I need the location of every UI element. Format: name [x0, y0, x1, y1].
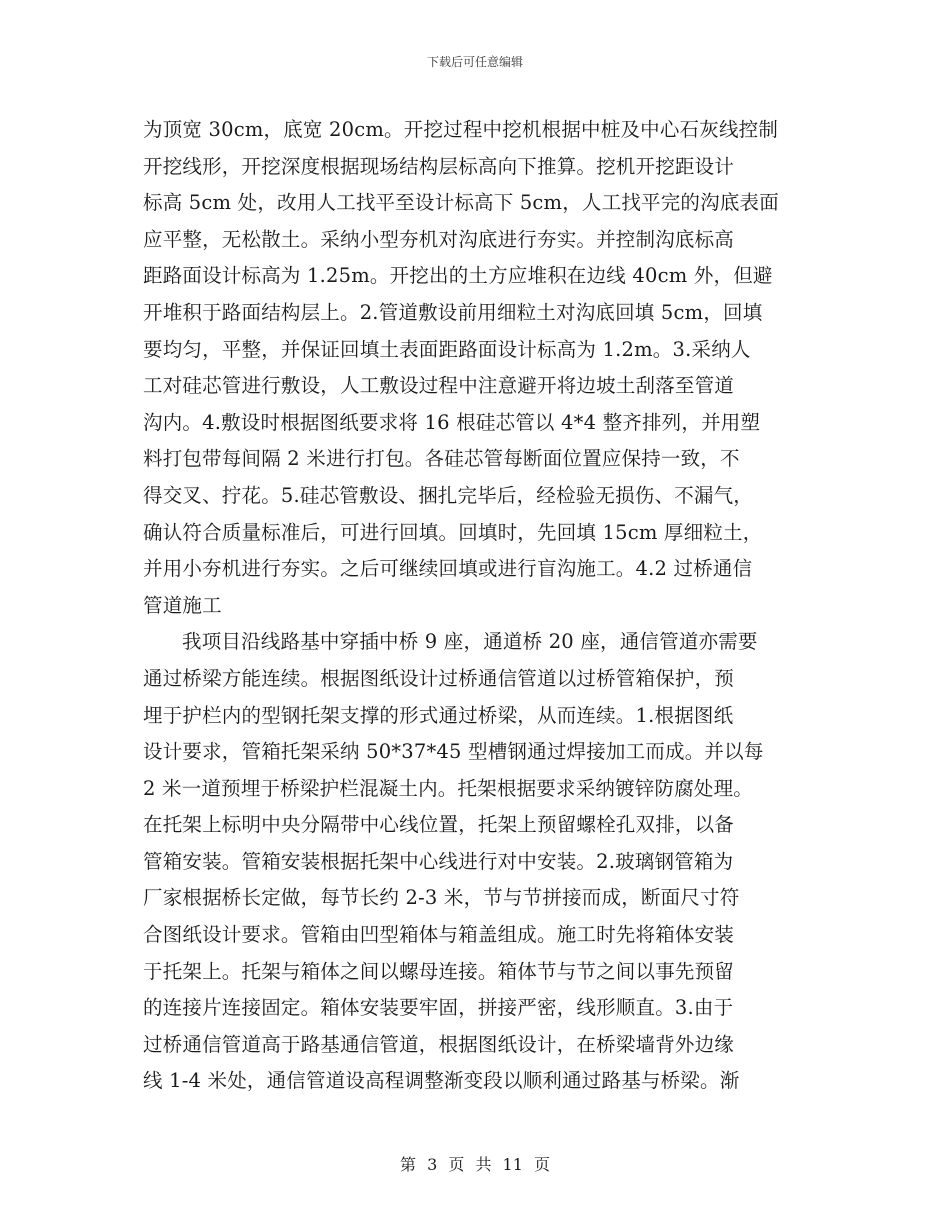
text-line: 2 米一道预埋于桥梁护栏混凝土内。托架根据要求采纳镀锌防腐处理。	[143, 776, 754, 800]
text-line: 管道施工	[143, 593, 222, 617]
text-line: 在托架上标明中央分隔带中心线位置，托架上预留螺栓孔双排，以备	[143, 813, 735, 837]
text-line: 于托架上。托架与箱体之间以螺母连接。箱体节与节之间以事先预留	[143, 959, 735, 983]
text-line: 设计要求，管箱托架采纳 50*37*45 型槽钢通过焊接加工而成。并以每	[143, 740, 764, 764]
text-line: 合图纸设计要求。管箱由凹型箱体与箱盖组成。施工时先将箱体安装	[143, 923, 735, 947]
text-line: 开挖线形，开挖深度根据现场结构层标高向下推算。挖机开挖距设计	[143, 154, 735, 178]
text-line: 标高 5cm 处，改用人工找平至设计标高下 5cm，人工找平完的沟底表面	[143, 191, 779, 215]
text-line: 工对硅芯管进行敷设，人工敷设过程中注意避开将边坡土刮落至管道	[143, 374, 735, 398]
text-line: 应平整，无松散土。采纳小型夯机对沟底进行夯实。并控制沟底标高	[143, 227, 735, 251]
text-line: 距路面设计标高为 1.25m。开挖出的土方应堆积在边线 40cm 外，但避	[143, 264, 773, 288]
page-header: 下载后可任意编辑	[426, 55, 523, 69]
text-line: 并用小夯机进行夯实。之后可继续回填或进行盲沟施工。4.2 过桥通信	[143, 557, 753, 581]
text-line: 的连接片连接固定。箱体安装要牢固，拼接严密，线形顺直。3.由于	[143, 996, 734, 1020]
text-line: 通过桥梁方能连续。根据图纸设计过桥通信管道以过桥管箱保护，预	[143, 666, 735, 690]
text-line: 厂家根据桥长定做，每节长约 2-3 米，节与节拼接而成，断面尺寸符	[143, 886, 740, 910]
text-line: 管箱安装。管箱安装根据托架中心线进行对中安装。2.玻璃钢管箱为	[143, 849, 734, 873]
text-line: 确认符合质量标准后，可进行回填。回填时，先回填 15cm 厚细粒土，	[143, 520, 763, 544]
text-line: 开堆积于路面结构层上。2.管道敷设前用细粒土对沟底回填 5cm，回填	[143, 300, 763, 324]
text-line: 为顶宽 30cm，底宽 20cm。开挖过程中挖机根据中桩及中心石灰线控制	[143, 118, 779, 141]
text-line: 得交叉、拧花。5.硅芯管敷设、捆扎完毕后，经检验无损伤、不漏气，	[143, 483, 754, 507]
text-line: 埋于护栏内的型钢托架支撑的形式通过桥梁，从而连续。1.根据图纸	[143, 703, 734, 727]
text-line: 料打包带每间隔 2 米进行打包。各硅芯管每断面位置应保持一致，不	[143, 447, 740, 471]
text-line: 线 1-4 米处，通信管道设高程调整渐变段以顺利通过路基与桥梁。渐	[143, 1069, 740, 1093]
paragraph-first-line: 我项目沿线路基中穿插中桥 9 座，通道桥 20 座，通信管道亦需要	[182, 630, 758, 654]
text-line: 要均匀，平整，并保证回填土表面距路面设计标高为 1.2m。3.采纳人	[143, 337, 751, 361]
text-line: 沟内。4.敷设时根据图纸要求将 16 根硅芯管以 4*4 整齐排列，并用塑	[143, 410, 761, 434]
document-body	[143, 112, 809, 1100]
text-line: 过桥通信管道高于路基通信管道，根据图纸设计，在桥梁墙背外边缘	[143, 1032, 735, 1056]
page-number: 第 3 页 共 11 页	[400, 1155, 550, 1174]
